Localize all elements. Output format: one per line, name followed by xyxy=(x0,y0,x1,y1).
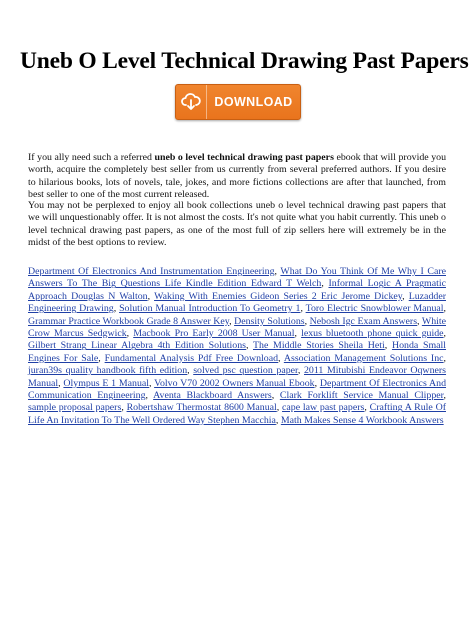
related-link[interactable]: Math Makes Sense 4 Workbook Answers xyxy=(280,414,444,426)
related-link[interactable]: Aventa Blackboard Answers xyxy=(153,390,272,402)
related-link[interactable]: Macbook Pro Early 2008 User Manual xyxy=(133,328,295,340)
related-link[interactable]: Volvo V70 2002 Owners Manual Ebook xyxy=(154,377,315,389)
download-button-label: DOWNLOAD xyxy=(214,95,293,109)
related-link[interactable]: Grammar Practice Workbook Grade 8 Answer Key xyxy=(28,315,230,327)
related-link[interactable]: Department Of Electronics And Communication Engineering xyxy=(28,377,447,402)
related-link[interactable]: The Middle Stories Sheila Heti xyxy=(252,340,385,352)
download-button[interactable] xyxy=(175,84,301,120)
related-link[interactable]: Fundamental Analysis Pdf Free Download xyxy=(104,352,279,364)
intro-paragraph xyxy=(28,152,446,202)
related-link[interactable]: juran39s quality handbook fifth edition xyxy=(28,365,188,377)
related-link[interactable]: Olympus E 1 Manual xyxy=(63,377,150,389)
related-link[interactable]: Honda Small Engines For Sale xyxy=(28,340,447,364)
related-link[interactable]: Gilbert Strang Linear Algebra 4th Edition Solutions xyxy=(28,340,246,352)
related-link[interactable]: Luzadder Engineering Drawing xyxy=(28,290,446,315)
related-link[interactable]: 2011 Mitubishi Endeavor Oqwners Manual xyxy=(28,365,447,389)
related-link[interactable]: lexus bluetooth phone quick guide xyxy=(301,328,444,340)
related-link[interactable]: Waking With Enemies Gideon Series 2 Eric Jerome Dickey xyxy=(154,290,403,302)
related-link[interactable]: What Do You Think Of Me Why I Care Answers To The Big Questions Life Kindle Edition Edward T Welch xyxy=(28,266,446,290)
intro-keyword: uneb o level technical drawing past papers xyxy=(154,152,334,163)
related-link[interactable]: sample proposal papers xyxy=(28,402,122,414)
related-link[interactable]: Density Solutions xyxy=(234,315,305,327)
related-link[interactable]: Crafting A Rule Of Life An Invitation To The Well Ordered Way Stephen Macchia xyxy=(28,402,446,426)
related-link[interactable]: White Crow Marcus Sedgwick xyxy=(28,315,447,340)
intro-text-start: If you ally need such a referred xyxy=(28,152,155,163)
related-link[interactable]: solved psc question paper xyxy=(193,365,298,377)
page-title: Uneb O Level Technical Drawing Past Papers xyxy=(20,48,469,74)
related-link[interactable]: Association Management Solutions Inc xyxy=(283,352,444,364)
related-link[interactable]: cape law past papers xyxy=(282,402,365,414)
related-link[interactable]: Clark Forklift Service Manual Clipper xyxy=(279,390,444,402)
related-link[interactable]: Nebosh Igc Exam Answers xyxy=(309,315,418,327)
related-links-list: Department Of Electronics And Instrumentation Engineering, What Do You Think Of Me Why I Care Answers To The Big Questions Life Kindle Edition Edward T Welch, Informal Logic A Pragmatic Approach Douglas N Walton, Waking With Enemies Gideon Series 2 Eric Jerome Dickey, Luzadder Engineering Drawing, Solution Manual Introduction To Geometry 1, Toro Electric Snowblower Manual, Grammar Practice Workbook Grade 8 Answer Key, Density Solutions, Nebosh Igc Exam Answers, White Crow Marcus Sedgwick, Macbook Pro Early 2008 User Manual, lexus bluetooth phone quick guide, Gilbert Strang Linear Algebra 4th Edition Solutions, The Middle Stories Sheila Heti, Honda Small Engines For Sale, Fundamental Analysis Pdf Free Download, Association Management Solutions Inc, juran39s quality handbook fifth edition, solved psc question paper, 2011 Mitubishi Endeavor Oqwners Manual, Olympus E 1 Manual, Volvo V70 2002 Owners Manual Ebook, Department Of Electronics And Communication Engineering, Aventa Blackboard Answers, Clark Forklift Service Manual Clipper, sample proposal papers, Robertshaw Thermostat 8600 Manual, cape law past papers, Crafting A Rule Of Life An Invitation To The Well Ordered Way Stephen Macchia, Math Makes Sense 4 Workbook Answers xyxy=(28,266,447,426)
related-link[interactable]: Department Of Electronics And Instrumentation Engineering xyxy=(28,266,275,277)
related-link[interactable]: Informal Logic A Pragmatic Approach Douglas N Walton xyxy=(28,278,446,302)
related-link[interactable]: Robertshaw Thermostat 8600 Manual xyxy=(126,402,277,414)
intro-text-end: ebook that will provide you worth, acquire the completely best seller from us currently from several preferred authors. If you desire to hilarious books, lots of novels, tale, jokes, and more fictions collections are after that launched, from best seller to one of the most current released. xyxy=(28,152,447,201)
cloud-download-icon xyxy=(176,85,207,119)
second-paragraph: You may not be perplexed to enjoy all book collections uneb o level technical drawing past papers that we will unquestionably offer. It is not almost the costs. It's not quite what you habit currently. This uneb o level technical drawing past papers, as one of the most full of zip sellers here will extremely be in the midst of the best options to review. xyxy=(28,200,446,249)
related-link[interactable]: Solution Manual Introduction To Geometry 1 xyxy=(119,303,301,315)
related-link[interactable]: Toro Electric Snowblower Manual xyxy=(305,303,444,315)
